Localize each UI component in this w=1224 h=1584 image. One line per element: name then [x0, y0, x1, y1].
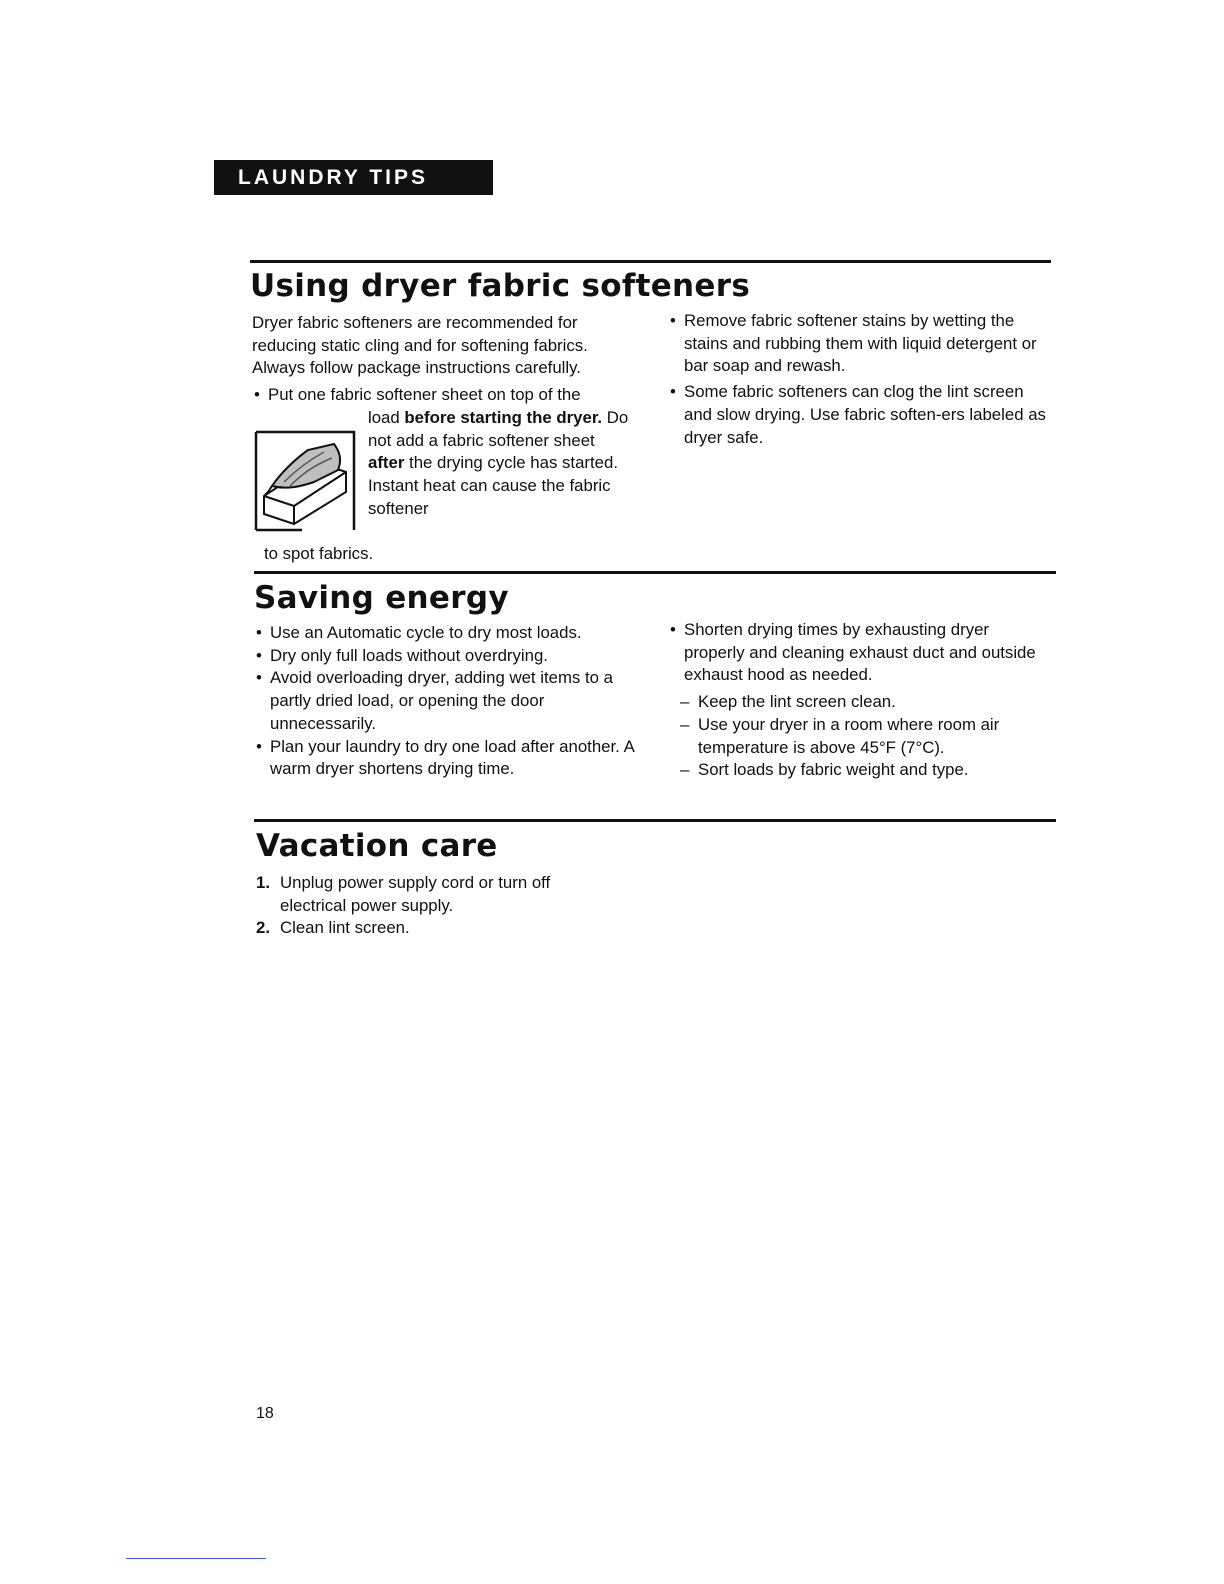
exhaust-subtip: – Keep the lint screen clean.	[680, 691, 1053, 714]
fabric-softeners-intro: Dryer fabric softeners are recommended for reducing static cling and for softening fabrics. Always follow package instructions carefully.	[252, 313, 588, 378]
saving-energy-tip: • Avoid overloading dryer, adding wet items to a partly dried load, or opening the door unnecessarily.	[254, 667, 639, 735]
saving-energy-tip: • Plan your laundry to dry one load after another. A warm dryer shortens drying time.	[254, 736, 639, 781]
vacation-care-steps	[256, 872, 616, 940]
saving-energy-tip: • Use an Automatic cycle to dry most loads.	[254, 622, 639, 645]
fabric-softeners-bullet: • Put one fabric softener sheet on top of the	[252, 384, 632, 407]
dryer-sheet-icon	[254, 430, 358, 534]
footer-line	[126, 1558, 266, 1559]
section-rule	[254, 819, 1056, 822]
fabric-softener-figure-text: load before starting the dryer. Do not add a fabric softener sheet after the drying cycle has started. Instant heat can cause the fabric softener	[368, 407, 629, 518]
section-rule	[254, 571, 1056, 574]
exhaust-subtip: – Sort loads by fabric weight and type.	[680, 759, 1053, 782]
section-title-vacation-care: Vacation care	[256, 828, 498, 864]
exhaust-subtip: – Use your dryer in a room where room air temperature is above 45°F (7°C).	[680, 714, 1053, 759]
fabric-softeners-tip-stains: • Remove fabric softener stains by wetting the stains and rubbing them with liquid detergent or bar soap and rewash.	[668, 310, 1048, 378]
fabric-softeners-right-column	[668, 310, 1048, 449]
fabric-softeners-tip-dryer-safe: • Some fabric softeners can clog the lint screen and slow drying. Use fabric soften-ers labeled as dryer safe.	[668, 381, 1048, 449]
vacation-care-step: 1. Unplug power supply cord or turn off electrical power supply.	[256, 873, 551, 915]
saving-energy-left-column	[254, 622, 639, 781]
section-title-saving-energy: Saving energy	[254, 580, 509, 616]
vacation-care-step: 2. Clean lint screen.	[256, 918, 410, 938]
saving-energy-tip: • Dry only full loads without overdrying.	[254, 645, 639, 668]
section-header-tag: LAUNDRY TIPS	[214, 160, 493, 195]
dryer-sheet-illustration	[254, 430, 356, 530]
section-rule	[250, 260, 1051, 263]
saving-energy-right-column	[668, 619, 1053, 782]
fabric-softeners-bullet-end: to spot fabrics.	[264, 543, 374, 563]
saving-energy-tip-exhaust: • Shorten drying times by exhausting dryer properly and cleaning exhaust duct and outside exhaust hood as needed.	[668, 619, 1053, 687]
page-number: 18	[256, 1405, 274, 1422]
section-title-fabric-softeners: Using dryer fabric softeners	[250, 268, 751, 304]
